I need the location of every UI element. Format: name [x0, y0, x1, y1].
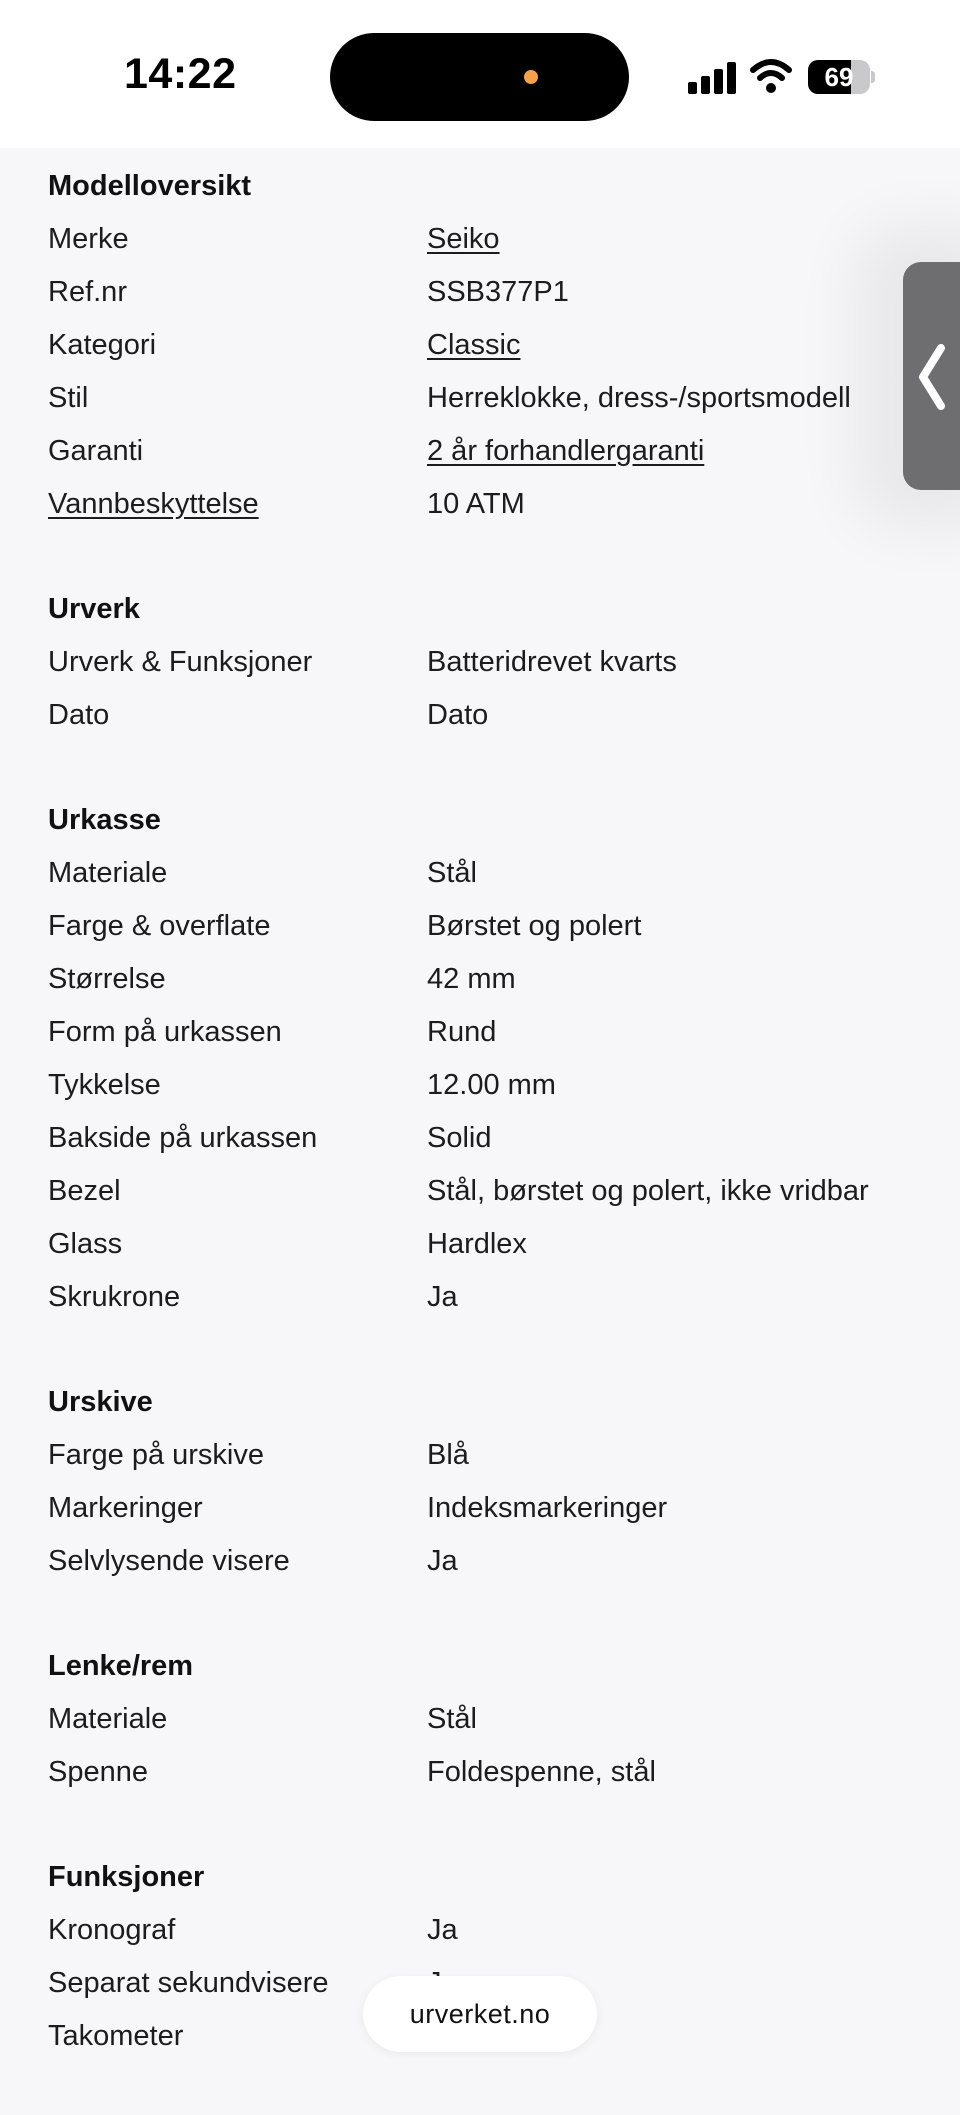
spec-value: Dato	[427, 699, 489, 731]
wifi-icon	[750, 58, 792, 94]
battery-percentage: 69	[824, 62, 854, 92]
spec-value: Stål	[427, 1703, 477, 1735]
section-title: Urverk	[48, 593, 140, 625]
spec-value-cell	[427, 1271, 908, 1324]
url-bar-domain[interactable]: urverket.no	[363, 1976, 597, 2052]
spec-value: Ja	[427, 1914, 458, 1946]
spec-value[interactable]: Classic	[427, 329, 521, 361]
spec-label[interactable]: Vannbeskyttelse	[48, 488, 259, 520]
spec-row	[48, 425, 908, 478]
spec-row	[48, 1429, 908, 1482]
spec-row	[48, 847, 908, 900]
spec-row	[48, 1006, 908, 1059]
spec-value-cell	[427, 266, 908, 319]
spec-value: Foldespenne, stål	[427, 1756, 656, 1788]
cellular-signal-icon	[688, 62, 736, 94]
recording-indicator-icon	[524, 70, 538, 84]
spec-row	[48, 1218, 908, 1271]
spec-label: Bakside på urkassen	[48, 1122, 318, 1154]
spec-section	[48, 1376, 908, 1588]
spec-value-cell	[427, 1904, 908, 1957]
spec-row	[48, 1165, 908, 1218]
section-title: Urskive	[48, 1386, 153, 1418]
spec-value: Ja	[427, 1281, 458, 1313]
spec-row	[48, 266, 908, 319]
spec-value: Børstet og polert	[427, 910, 642, 942]
spec-row	[48, 372, 908, 425]
spec-value-cell	[427, 1482, 908, 1535]
spec-label: Takometer	[48, 2020, 184, 2052]
spec-value-cell	[427, 213, 908, 266]
spec-label: Farge & overflate	[48, 910, 271, 942]
spec-row	[48, 1746, 908, 1799]
spec-label: Tykkelse	[48, 1069, 161, 1101]
spec-value-cell	[427, 1059, 908, 1112]
spec-label: Ref.nr	[48, 276, 127, 308]
spec-value-cell	[427, 1006, 908, 1059]
spec-value-cell	[427, 425, 908, 478]
spec-value: Stål	[427, 857, 477, 889]
spec-row	[48, 1482, 908, 1535]
spec-value-cell	[427, 1218, 908, 1271]
spec-value[interactable]: Seiko	[427, 223, 500, 255]
spec-value: Hardlex	[427, 1228, 527, 1260]
spec-label: Farge på urskive	[48, 1439, 264, 1471]
spec-value-cell	[427, 689, 908, 742]
section-title: Funksjoner	[48, 1861, 205, 1893]
spec-section	[48, 160, 908, 531]
spec-row	[48, 319, 908, 372]
chevron-left-icon	[917, 344, 947, 410]
section-title: Lenke/rem	[48, 1650, 194, 1682]
spec-row	[48, 689, 908, 742]
spec-value: Ja	[427, 1545, 458, 1577]
spec-section	[48, 583, 908, 742]
spec-value: Herreklokke, dress-/sportsmodell	[427, 382, 851, 414]
spec-value: Blå	[427, 1439, 469, 1471]
section-title: Modelloversikt	[48, 170, 252, 202]
spec-section	[48, 794, 908, 1324]
spec-list	[48, 160, 908, 2115]
spec-label: Urverk & Funksjoner	[48, 646, 313, 678]
spec-label: Selvlysende visere	[48, 1545, 290, 1577]
spec-label: Glass	[48, 1228, 123, 1260]
spec-label: Spenne	[48, 1756, 148, 1788]
spec-value: 42 mm	[427, 963, 516, 995]
spec-value: 12.00 mm	[427, 1069, 556, 1101]
spec-label: Stil	[48, 382, 89, 414]
spec-label: Form på urkassen	[48, 1016, 282, 1048]
spec-value-cell	[427, 1535, 908, 1588]
spec-row	[48, 1271, 908, 1324]
spec-value[interactable]: 2 år forhandlergaranti	[427, 435, 705, 467]
spec-label: Materiale	[48, 1703, 168, 1735]
spec-row	[48, 1693, 908, 1746]
battery-icon	[808, 60, 874, 94]
spec-section	[48, 1640, 908, 1799]
spec-label: Dato	[48, 699, 110, 731]
spec-value: Rund	[427, 1016, 497, 1048]
spec-value-cell	[427, 1165, 908, 1218]
spec-value-cell	[427, 900, 908, 953]
spec-value-cell	[427, 1112, 908, 1165]
spec-value: 10 ATM	[427, 488, 525, 520]
spec-label: Materiale	[48, 857, 168, 889]
spec-row	[48, 1059, 908, 1112]
spec-row	[48, 953, 908, 1006]
spec-value-cell	[427, 1429, 908, 1482]
spec-value-cell	[427, 953, 908, 1006]
spec-row	[48, 1112, 908, 1165]
spec-label: Skrukrone	[48, 1281, 181, 1313]
spec-value-cell	[427, 372, 908, 425]
spec-value-cell	[427, 636, 908, 689]
spec-label: Merke	[48, 223, 129, 255]
spec-value-cell	[427, 1746, 908, 1799]
spec-row	[48, 1904, 908, 1957]
spec-row	[48, 478, 908, 531]
spec-row	[48, 213, 908, 266]
spec-label: Kronograf	[48, 1914, 176, 1946]
spec-label: Kategori	[48, 329, 157, 361]
spec-value-cell	[427, 1693, 908, 1746]
status-bar	[0, 0, 960, 148]
section-title: Urkasse	[48, 804, 161, 836]
status-time: 14:22	[124, 50, 237, 98]
spec-value-cell	[427, 478, 908, 531]
side-drawer-tab[interactable]	[903, 262, 960, 490]
spec-value-cell	[427, 847, 908, 900]
spec-row	[48, 900, 908, 953]
spec-value: Solid	[427, 1122, 492, 1154]
spec-value: Indeksmarkeringer	[427, 1492, 668, 1524]
spec-row	[48, 1535, 908, 1588]
spec-label: Markeringer	[48, 1492, 203, 1524]
spec-row	[48, 636, 908, 689]
spec-value-cell	[427, 319, 908, 372]
dynamic-island	[330, 33, 629, 121]
spec-value: Batteridrevet kvarts	[427, 646, 677, 678]
spec-label: Separat sekundvisere	[48, 1967, 329, 1999]
spec-value: Stål, børstet og polert, ikke vridbar	[427, 1175, 869, 1207]
spec-label: Garanti	[48, 435, 144, 467]
spec-label: Størrelse	[48, 963, 166, 995]
spec-value: SSB377P1	[427, 276, 569, 308]
spec-label: Bezel	[48, 1175, 121, 1207]
